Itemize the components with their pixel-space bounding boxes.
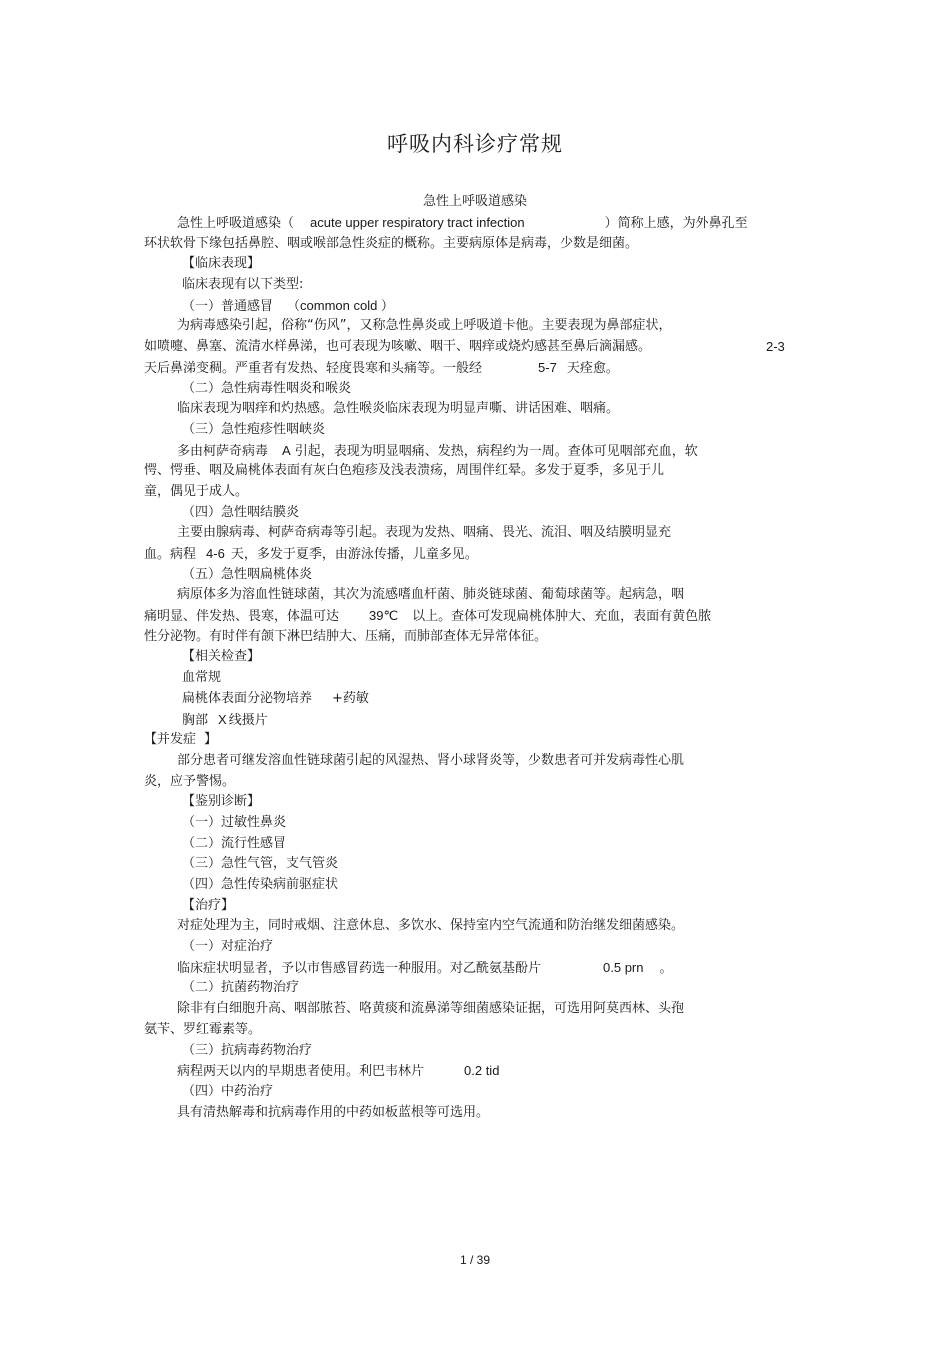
subsection-heading: （一）普通感冒 （common cold ） (182, 297, 394, 314)
paragraph-line: 临床表现有以下类型: (182, 277, 304, 293)
list-item: （三）急性气管，支气管炎 (182, 856, 339, 872)
subsection-heading: （三）急性疱疹性咽峡炎 (182, 421, 326, 437)
paragraph-line: 急性上呼吸道感染（ acute upper respiratory tract infection ）简称上感，为外鼻孔至 (177, 215, 748, 231)
document-body (144, 213, 794, 1123)
paragraph-line: 部分患者可继发溶血性链球菌引起的风湿热、肾小球肾炎等，少数患者可并发病毒性心肌 (177, 752, 685, 768)
subsection-heading: （五）急性咽扁桃体炎 (182, 566, 313, 582)
list-item: 胸部 X 线摄片 (182, 711, 268, 728)
subsection-heading: （一）对症治疗 (182, 939, 274, 955)
paragraph-line: 病程两天以内的早期患者使用。利巴韦林片 0.2 tid (177, 1063, 500, 1080)
paragraph-line: 氨苄、罗红霉素等。 (144, 1021, 262, 1037)
paragraph-line: 多由柯萨奇病毒 A 引起，表现为明显咽痛、发热，病程约为一周。查体可见咽部充血，软 (177, 442, 698, 459)
paragraph-line: 炎，应予警惕。 (144, 773, 236, 789)
paragraph-line: 临床表现为咽痒和灼热感。急性喉炎临床表现为明显声嘶、讲话困难、咽痛。 (177, 401, 620, 417)
paragraph-line: 对症处理为主，同时戒烟、注意休息、多饮水、保持室内空气流通和防治继发细菌感染。 (177, 918, 685, 934)
paragraph-line: 病原体多为溶血性链球菌，其次为流感嗜血杆菌、肺炎链球菌、葡萄球菌等。起病急，咽 (177, 587, 685, 603)
subsection-heading: （二）急性病毒性咽炎和喉炎 (182, 380, 352, 396)
paragraph-line: 为病毒感染引起，俗称“伤风”，又称急性鼻炎或上呼吸道卡他。主要表现为鼻部症状， (177, 318, 672, 334)
section-heading: 【相关检查】 (182, 649, 261, 665)
list-item: 血常规 (182, 670, 222, 686)
subsection-heading: （二）抗菌药物治疗 (182, 980, 300, 996)
subsection-heading: （三）抗病毒药物治疗 (182, 1042, 313, 1058)
paragraph-line: 愕、愕垂、咽及扁桃体表面有灰白色疱疹及浅表溃疡，周围伴红晕。多发于夏季，多见于儿 (144, 463, 665, 479)
page-number: 1 / 39 (459, 1253, 491, 1267)
paragraph-line: 天后鼻涕变稠。严重者有发热、轻度畏寒和头痛等。一般经 5-7 天痊愈。 (144, 359, 619, 376)
paragraph-line: 血。病程 4-6 天，多发于夏季，由游泳传播，儿童多见。 (144, 546, 478, 562)
paragraph-line: 童，偶见于成人。 (144, 483, 249, 499)
paragraph-line: 痛明显、伴发热、畏寒，体温可达 39℃ 以上。查体可发现扁桃体肿大、充血，表面有黄色脓 (144, 608, 712, 625)
list-item: （二）流行性感冒 (182, 835, 287, 851)
paragraph-line: 主要由腺病毒、柯萨奇病毒等引起。表现为发热、咽痛、畏光、流泪、咽及结膜明显充 (177, 525, 672, 541)
section-heading: 【临床表现】 (182, 256, 261, 272)
subsection-heading: （四）中药治疗 (182, 1083, 274, 1099)
section-heading: 【鉴别诊断】 (182, 794, 261, 810)
paragraph-line: 除非有白细胞升高、咽部脓苔、咯黄痰和流鼻涕等细菌感染证据，可选用阿莫西林、头孢 (177, 1001, 685, 1017)
paragraph-line: 临床症状明显者，予以市售感冒药选一种服用。对乙酰氨基酚片 0.5 prn 。 (177, 959, 673, 976)
list-item: （一）过敏性鼻炎 (182, 814, 287, 830)
document-title: 呼吸内科诊疗常规 (387, 132, 563, 156)
paragraph-line: 如喷嚏、鼻塞、流清水样鼻涕，也可表现为咳嗽、咽干、咽痒或烧灼感甚至鼻后滴漏感。 2-3 (144, 339, 785, 355)
section-heading: 【治疗】 (182, 897, 235, 913)
section-heading: 【并发症 】 (144, 732, 218, 748)
paragraph-line: 具有清热解毒和抗病毒作用的中药如板蓝根等可选用。 (177, 1104, 490, 1120)
section-title: 急性上呼吸道感染 (422, 194, 527, 209)
paragraph-line: 性分泌物。有时伴有颌下淋巴结肿大、压痛，而肺部查体无异常体征。 (144, 628, 548, 644)
paragraph-line: 环状软骨下缘包括鼻腔、咽或喉部急性炎症的概称。主要病原体是病毒，少数是细菌。 (144, 235, 639, 251)
list-item: （四）急性传染病前驱症状 (182, 877, 339, 892)
list-item: 扁桃体表面分泌物培养 +药敏 (182, 690, 369, 706)
subsection-heading: （四）急性咽结膜炎 (182, 504, 300, 520)
